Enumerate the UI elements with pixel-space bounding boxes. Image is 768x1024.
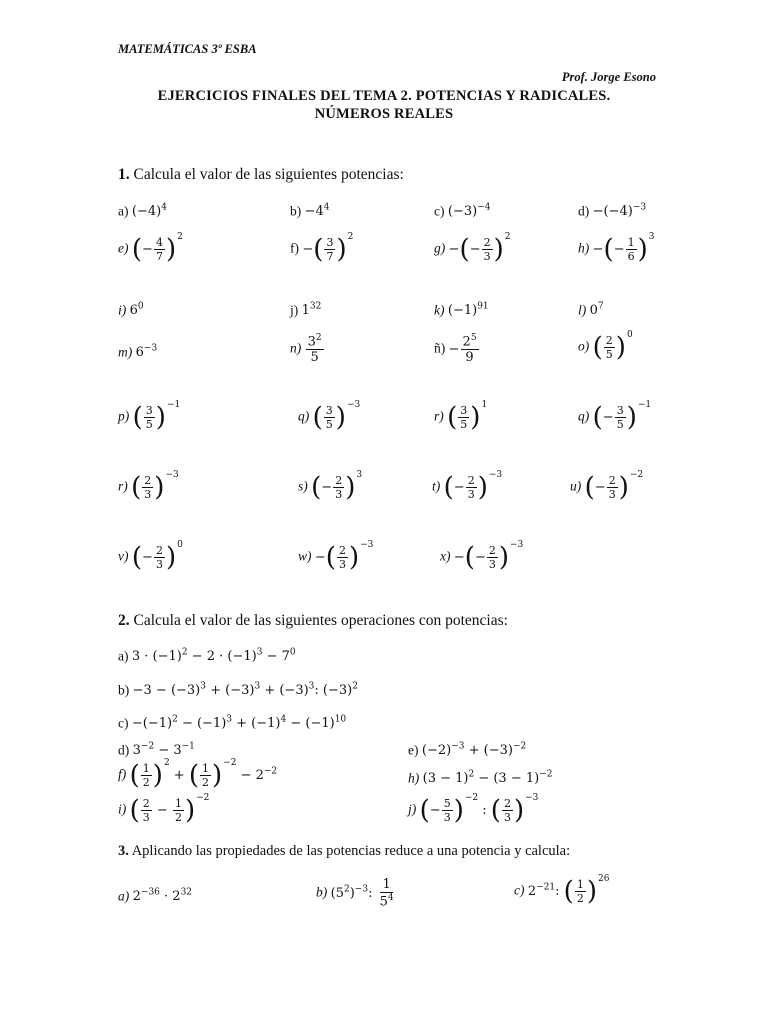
exercise-1r-second: r) ( $\frac{2}{3}$ )$^{-3}$ (118, 469, 179, 502)
exercise-1p: p) ( $\frac{3}{5}$ )$^{-1}$ (118, 399, 181, 432)
teacher-name: Prof. Jorge Esono (561, 70, 656, 84)
question-number: 1. (118, 166, 130, 183)
exercise-1v: v) (− $\frac{2}{3}$ )$^0$ (118, 539, 183, 572)
exercise-1q: q) ( $\frac{3}{5}$ )$^{-3}$ (298, 399, 361, 432)
exercise-1x: x) −(− $\frac{2}{3}$ )$^{-3}$ (440, 539, 524, 572)
page-title-line1: EJERCICIOS FINALES DEL TEMA 2. POTENCIAS Y RADICALES. (157, 88, 611, 104)
question-3 (118, 843, 570, 860)
question-1 (118, 166, 404, 184)
exercise-1nn: ñ) − $\frac{2^5}{9}$ (434, 333, 477, 366)
question-text: Aplicando las propiedades de las potencias reduce a una potencia y calcula: (131, 843, 571, 859)
question-number: 3. (118, 843, 129, 859)
page-title-line2: NÚMEROS REALES (314, 106, 454, 122)
exercise-2j: j) (− $\frac{5}{3}$ )$^{-2}$ : ( $\frac{2}{3}$ )$^{-3}$ (408, 792, 539, 825)
question-2 (118, 612, 508, 630)
exercise-2c: $c) -(-1)^2 - (-1)^3 + (-1)^4 - (-1)^{10}$ (118, 715, 347, 732)
exercise-1t: t) (− $\frac{2}{3}$ )$^{-3}$ (432, 469, 503, 502)
exercise-2i: i) ( $\frac{2}{3}$ − $\frac{1}{2}$ )$^{-2}$ (118, 792, 210, 825)
exercise-1e: e) (− $\frac{4}{7}$ )$^2$ (118, 231, 183, 264)
exercise-1j: j) $1^{32}$ (290, 302, 322, 319)
exercise-3a: a) $2^{-36} \cdot 2^{32}$ (118, 888, 193, 905)
exercise-1c: c) $(-3)^{-4}$ (434, 203, 491, 220)
exercise-1o: o) ( $\frac{2}{5}$ )$^0$ (578, 329, 633, 362)
exercise-1g: g) −(− $\frac{2}{3}$ )$^2$ (434, 231, 511, 264)
course-header: MATEMÁTICAS 3º ESBA (118, 42, 257, 56)
exercise-2e: e) $(-2)^{-3} + (-3)^{-2}$ (408, 742, 527, 759)
exercise-1i: i) $6^0$ (118, 302, 144, 319)
question-text: Calcula el valor de las siguientes potencias: (133, 166, 404, 183)
exercise-2f: f) ( $\frac{1}{2}$ )$^2$ + ( $\frac{1}{2}$ )$^{-2} - 2^{-2}$ (118, 757, 278, 790)
exercise-1b: $b) -4^4$ (290, 203, 330, 220)
exercise-2h: h) $(3 - 1)^2 - (3 - 1)^{-2}$ (408, 770, 553, 787)
exercise-2a: a) $3 \cdot (-1)^2 - 2 \cdot (-1)^3 - 7^0$ (118, 648, 296, 665)
exercise-2b: $b) -3 - (-3)^3 + (-3)^3 + (-3)^3$: $(-3)^2$ (118, 682, 358, 699)
exercise-1a: a) $(-4)^4$ (118, 203, 167, 220)
exercise-1d: $d) -(-4)^{-3}$ (578, 203, 647, 220)
exercise-1u: u) (− $\frac{2}{3}$ )$^{-2}$ (570, 469, 644, 502)
exercise-1w: w) −( $\frac{2}{3}$ )$^{-3}$ (298, 539, 374, 572)
exercise-1m: m) $6^{-3}$ (118, 344, 158, 361)
exercise-3b: b) $(5^2)^{-3}$: $\frac{1}{5^4}$ (316, 877, 394, 910)
exercise-1q-second: q) (− $\frac{3}{5}$ )$^{-1}$ (578, 399, 652, 432)
exercise-1n: n) $\frac{3^2}{5}$ (290, 333, 322, 366)
exercise-1f: f) −( $\frac{3}{7}$ )$^2$ (290, 231, 354, 264)
exercise-1r: r) ( $\frac{3}{5}$ )$^1$ (434, 399, 488, 432)
question-number: 2. (118, 612, 130, 629)
exercise-1h: h) −(− $\frac{1}{6}$ )$^3$ (578, 231, 655, 264)
exercise-3c: c) $2^{-21}$: ( $\frac{1}{2}$ )$^{26}$ (514, 873, 610, 906)
exercise-2d: d) $3^{-2} - 3^{-1}$ (118, 742, 195, 759)
question-text: Calcula el valor de las siguientes operaciones con potencias: (133, 612, 508, 629)
exercise-1k: k) $(-1)^{91}$ (434, 302, 489, 319)
exercise-1s: s) (− $\frac{2}{3}$ )$^3$ (298, 469, 363, 502)
exercise-1l: l) $0^7$ (578, 302, 604, 319)
